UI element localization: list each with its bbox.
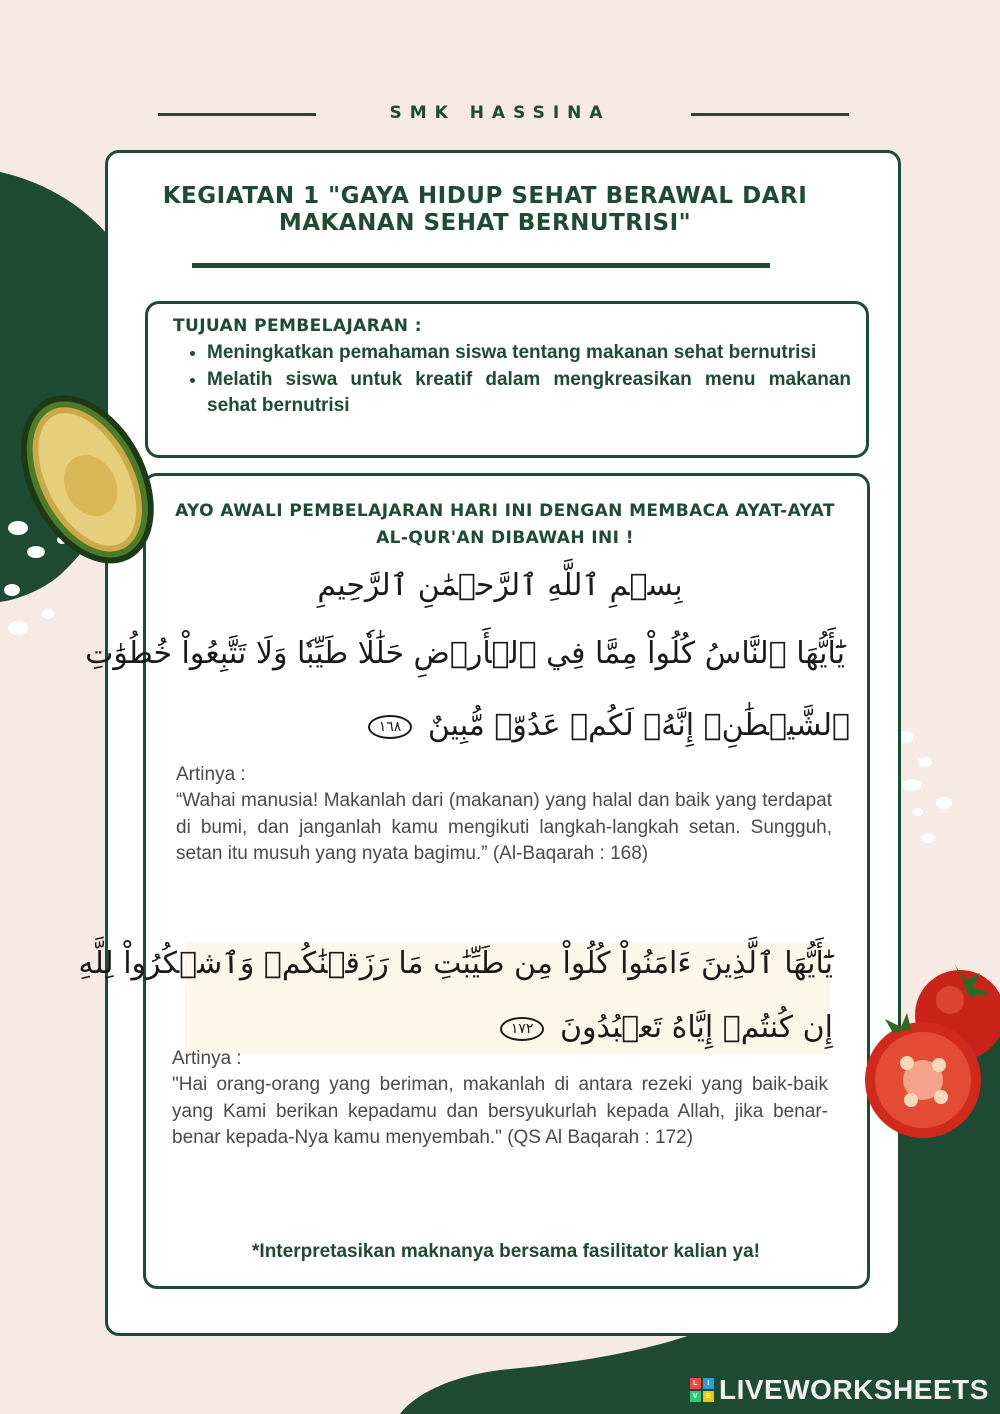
title-divider [192,263,770,268]
page-title: KEGIATAN 1 "GAYA HIDUP SEHAT BERAWAL DARI MAKANAN SEHAT BERNUTRISI" [162,183,808,236]
verse-172-line-1 [78,946,833,981]
objectives-heading: TUJUAN PEMBELAJARAN : [173,316,422,336]
ayah-number-172: ١٧٢ [500,1017,545,1041]
liveworksheets-watermark [690,1374,989,1406]
tomato-image [855,955,1000,1155]
logo-cell: E [703,1391,714,1402]
avocado-image [0,375,170,575]
verse-text: ٱلشَّيۡطَٰنِۚ إِنَّهُۥ لَكُمۡ عَدُوّٞ مُّبِينٌ [427,708,850,743]
ayah-number-168: ١٦٨ [368,715,413,739]
verse-172-line-2 [440,1010,833,1045]
basmalah-text: بِسۡمِ ٱللَّهِ ٱلرَّحۡمَٰنِ ٱلرَّحِيمِ [317,568,683,603]
translation-1-label: Artinya : [176,764,246,785]
translation-2-text: "Hai orang-orang yang beriman, makanlah di antara rezeki yang baik-baik yang Kami berikan kepadamu dan bersyukurlah kepada Allah, jika benar-benar kepada-Nya kamu menyembah." (QS Al Baqarah : 172) [172,1074,828,1148]
verse-text: إِن كُنتُمۡ إِيَّاهُ تَعۡبُدُونَ [559,1010,833,1045]
school-brand: SMK HASSINA [389,103,611,123]
verse-168-line-1 [85,636,845,671]
objectives-list [185,340,851,420]
footer-note: *Interpretasikan maknanya bersama fasilitator kalian ya! [252,1241,760,1262]
right-dots-decoration [897,731,952,843]
reading-intro: AYO AWALI PEMBELAJARAN HARI INI DENGAN MEMBACA AYAT-AYAT AL-QUR'AN DIBAWAH INI ! [175,501,835,548]
translation-2-label: Artinya : [172,1048,242,1069]
objective-item: • Melatih siswa untuk kreatif dalam mengkreasikan menu makanan sehat bernutrisi [207,367,851,420]
verse-168-line-2 [378,708,850,743]
verse-text: يَٰٓأَيُّهَا ٱلَّذِينَ ءَامَنُواْ كُلُواْ مِن طَيِّبَٰتِ مَا رَزَقۡنَٰكُمۡ وَٱشۡكُرُواْ لِلَّهِ [78,946,833,981]
objective-item: • Meningkatkan pemahaman siswa tentang makanan sehat bernutrisi [207,340,851,367]
basmalah [300,568,700,603]
translation-1-text: “Wahai manusia! Makanlah dari (makanan) yang halal dan baik yang terdapat di bumi, dan janganlah kamu mengikuti langkah-langkah setan. Sungguh, setan itu musuh yang nyata bagimu.” (Al-Baqarah : 168) [176,790,832,864]
liveworksheets-logo-icon [690,1378,714,1402]
watermark-text: LIVEWORKSHEETS [719,1374,989,1405]
logo-cell: I [703,1378,714,1389]
logo-cell: L [690,1378,701,1389]
verse-text: يَٰٓأَيُّهَا ٱلنَّاسُ كُلُواْ مِمَّا فِي ٱلۡأَرۡضِ حَلَٰلٗا طَيِّبٗا وَلَا تَتَّبِعُواْ خُطُوَٰتِ [85,636,845,671]
logo-cell: V [690,1391,701,1402]
